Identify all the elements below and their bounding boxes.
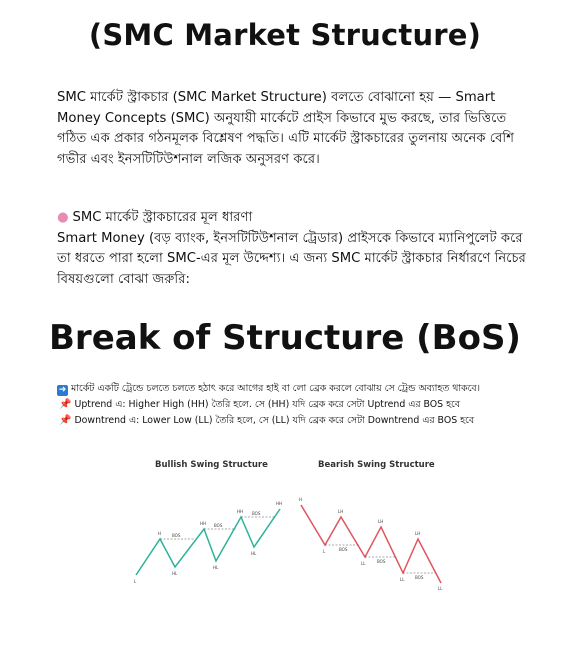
bearish-price-path [301,505,441,583]
pushpin-icon: 📌 [59,415,72,426]
bearish-label: LL [438,586,443,590]
bullish-label: HL [213,565,219,570]
bullish-price-path [136,509,280,575]
bos-line-2 [57,397,557,413]
bos-list [57,381,557,429]
bearish-label: LH [338,509,344,514]
bearish-swing-diagram [293,475,453,594]
concept-heading-row [57,208,527,229]
intro-paragraph: SMC মার্কেট স্ট্রাকচার (SMC Market Structure) বলতে বোঝানো হয় — Smart Money Concepts (SMC) অনুযায়ী মার্কেটে প্রাইস কিভাবে মুভ করছে, তার ভিত্তিতে গঠিত এক প্রকার গঠনমূলক বিশ্লেষণ পদ্ধতি। এটি মার্কেট স্ট্রাকচারের তুলনায় অনেক বেশি গভীর এবং ইনসটিটিউশনাল লজিক অনুসরণ করে। [57,90,515,167]
bullish-label: BOS [172,533,181,538]
bos-line-3 [57,413,557,429]
bos-title: Break of Structure (BoS) [49,318,521,358]
bos-line-2-text: Uptrend এ: Higher High (HH) তৈরি হলে. সে (HH) যদি ব্রেক করে সেটা Uptrend এর BOS হবে [74,399,461,410]
bos-line-1-text: মার্কেট একটি ট্রেন্ডে চলতে চলতে হঠাৎ করে আগের হাই বা লো ব্রেক করলে বোঝায় সে ট্রেন্ড অব্যাহত থাকবে। [71,383,480,394]
bearish-label: LH [415,531,421,536]
page-title: (SMC Market Structure) [88,18,482,52]
bearish-label: BOS [415,575,424,580]
bullish-label: H [158,531,162,536]
bullish-label: L [134,579,137,584]
bearish-label: L [323,549,326,554]
concept-heading: SMC মার্কেট স্ট্রাকচারের মূল ধারণা [72,210,253,225]
bullish-label: BOS [252,511,261,516]
bos-line-1 [57,381,557,397]
bearish-swing-svg [293,475,453,590]
bearish-label: LL [400,577,405,582]
bullish-label: HH [276,501,283,506]
arrow-right-icon: ➜ [58,385,67,395]
bearish-label: BOS [377,559,386,564]
bullish-label: BOS [214,523,223,528]
bullish-label: HH [237,509,244,514]
bullish-swing-diagram [128,475,288,594]
bullish-chart-title: Bullish Swing Structure [155,460,268,470]
bearish-label: BOS [339,547,348,552]
bullish-label: HL [172,571,178,576]
bearish-label: LL [361,561,366,566]
pushpin-icon: 📌 [59,399,72,410]
bullish-label: HH [200,521,207,526]
bearish-chart-title: Bearish Swing Structure [318,460,435,470]
bullish-swing-svg [128,475,288,590]
bearish-label: LH [378,519,384,524]
concept-body: Smart Money (বড় ব্যাংক, ইনসটিটিউশনাল ট্রেডার) প্রাইসকে কিভাবে ম্যানিপুলেট করে তা ধরতে পারা হলো SMC-এর মূল উদ্দেশ্য। এ জন্য SMC মার্কেট স্ট্রাকচার নির্ধারণে নিচের বিষয়গুলো বোঝা জরুরি: [57,230,526,287]
brain-icon: ● [57,210,69,225]
bos-line-3-text: Downtrend এ: Lower Low (LL) তৈরি হলে, সে (LL) যদি ব্রেক করে সেটা Downtrend এর BOS হবে [74,415,475,426]
bullish-label: HL [251,551,257,556]
bearish-label: H [299,497,303,502]
concept-section [57,208,527,290]
